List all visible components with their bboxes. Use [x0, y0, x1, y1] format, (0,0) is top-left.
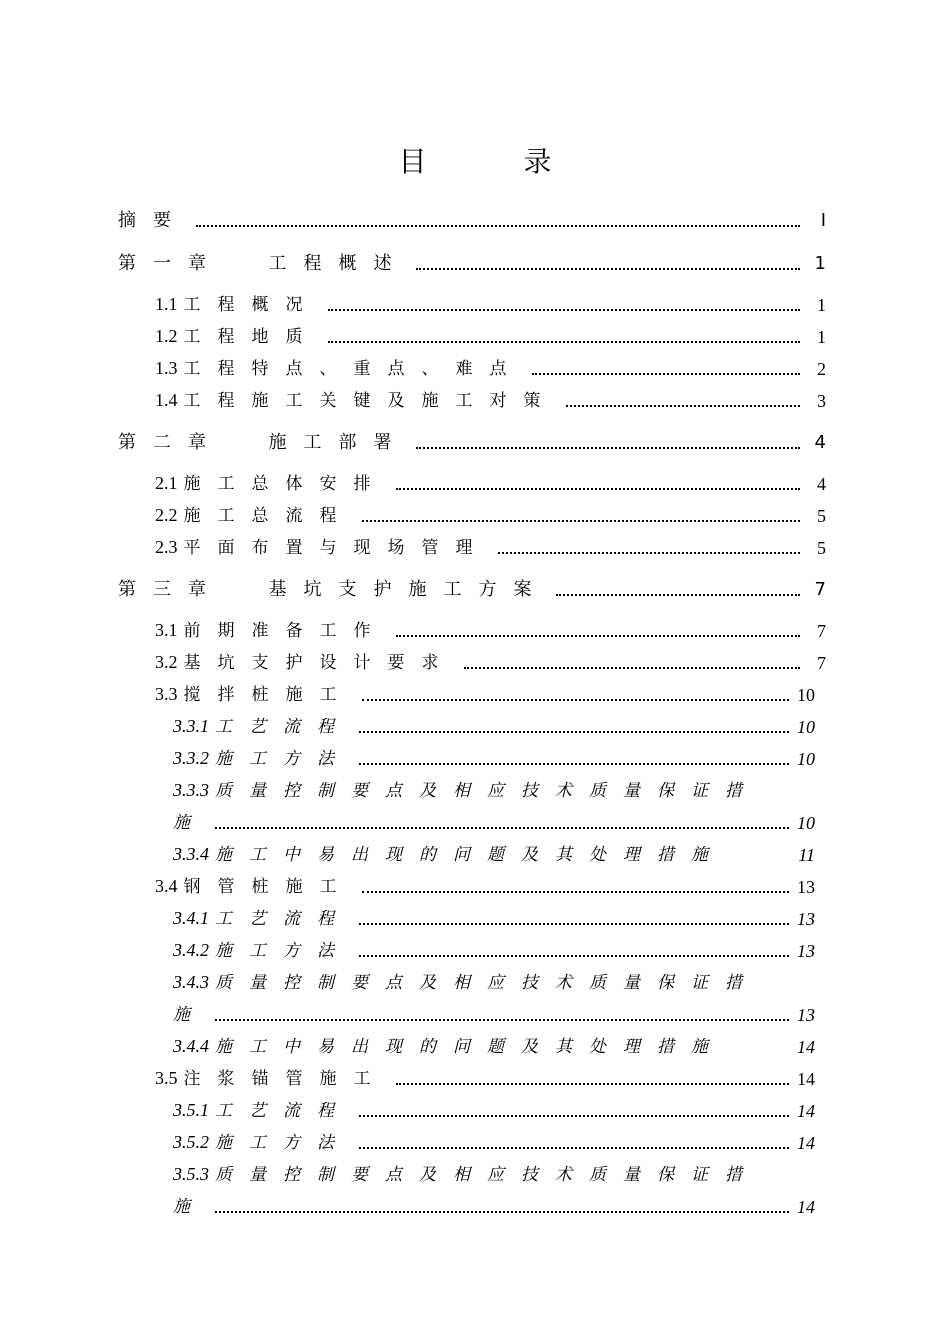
toc-entry-number: 1.2 [155, 326, 178, 346]
toc-entry[interactable] [173, 936, 815, 962]
toc-entry-text: 工程特点、重点、难点 [183, 359, 524, 379]
leader-dots [464, 667, 801, 669]
toc-entry-text: 施工总体安排 [183, 474, 388, 494]
leader-dots [215, 1211, 789, 1213]
toc-entry-number: 3.4 [155, 876, 178, 896]
toc-entry-text: 工程概况 [183, 295, 320, 315]
toc-entry-number: 3.4.4 [173, 1036, 209, 1056]
toc-entry-number: 3.3 [155, 684, 178, 704]
toc-page-number: 14 [797, 1069, 815, 1089]
toc-entry[interactable] [173, 776, 815, 802]
toc-entry-text: 钢管桩施工 [183, 877, 354, 897]
toc-entry-number: 3.2 [155, 652, 178, 672]
toc-entry-number: 1.1 [155, 294, 178, 314]
leader-dots [359, 955, 789, 957]
leader-dots [556, 594, 800, 596]
toc-entry-text: 施 [173, 813, 207, 833]
toc-entry-text: 平面布置与现场管理 [183, 538, 490, 558]
toc-entry[interactable] [155, 616, 826, 642]
leader-dots [416, 447, 800, 449]
toc-page-number: 1 [814, 253, 826, 274]
toc-page-number: 14 [797, 1197, 815, 1217]
toc-entry-text: 第二章 施工部署 [118, 432, 409, 453]
toc-page-number: 13 [797, 909, 815, 929]
toc-entry-text: 第三章 基坑支护施工方案 [118, 579, 549, 600]
toc-entry[interactable] [118, 206, 826, 232]
leader-dots [359, 1115, 789, 1117]
leader-dots [416, 268, 800, 270]
leader-dots [359, 763, 789, 765]
toc-entry[interactable] [173, 712, 815, 738]
toc-entry-text: 工艺流程 [215, 909, 351, 929]
leader-dots [328, 309, 801, 311]
toc-page-number: 1 [817, 295, 826, 315]
toc-page-number: 14 [797, 1101, 815, 1121]
toc-entry-text: 施 [173, 1005, 207, 1025]
toc-entry[interactable] [173, 1160, 815, 1186]
toc-entry[interactable] [118, 428, 826, 454]
leader-dots [359, 1147, 789, 1149]
toc-page-number: 10 [797, 813, 815, 833]
toc-page-number: 13 [797, 877, 815, 897]
toc-entry[interactable] [155, 648, 826, 674]
leader-dots [215, 1019, 789, 1021]
leader-dots [396, 1083, 790, 1085]
toc-page-number: 4 [814, 432, 826, 453]
toc-entry-number: 3.4.3 [173, 972, 209, 992]
leader-dots [359, 923, 789, 925]
toc-entry[interactable] [173, 1032, 815, 1058]
toc-entry-continuation[interactable] [173, 1000, 815, 1026]
toc-entry-number: 3.3.1 [173, 716, 209, 736]
leader-dots [359, 731, 789, 733]
toc-entry-text: 工艺流程 [215, 1101, 351, 1121]
toc-entry[interactable] [155, 501, 826, 527]
toc-entry[interactable] [155, 322, 826, 348]
toc-page-number: I [820, 210, 826, 231]
toc-entry-text: 摘要 [118, 210, 188, 231]
toc-entry[interactable] [173, 840, 815, 866]
leader-dots [498, 552, 801, 554]
toc-entry-text: 施工方法 [215, 749, 351, 769]
toc-entry-continuation[interactable] [173, 808, 815, 834]
toc-entry[interactable] [155, 386, 826, 412]
toc-page-number: 13 [797, 941, 815, 961]
toc-entry-number: 3.5.1 [173, 1100, 209, 1120]
toc-entry-text: 第一章 工程概述 [118, 253, 409, 274]
toc-entry[interactable] [173, 904, 815, 930]
toc-entry-text: 施工方法 [215, 941, 351, 961]
toc-entry-text: 施 [173, 1197, 207, 1217]
leader-dots [196, 225, 800, 227]
toc-entry-number: 3.5.2 [173, 1132, 209, 1152]
toc-entry-text: 工程地质 [183, 327, 320, 347]
toc-entry-number: 3.3.2 [173, 748, 209, 768]
toc-entry-text: 工艺流程 [215, 717, 351, 737]
toc-entry-number: 3.5 [155, 1068, 178, 1088]
toc-entry[interactable] [173, 744, 815, 770]
toc-entry-text: 基坑支护设计要求 [183, 653, 456, 673]
toc-page-number: 14 [797, 1037, 815, 1057]
toc-page-number: 2 [817, 359, 826, 379]
leader-dots [328, 341, 801, 343]
toc-page-number: 5 [817, 506, 826, 526]
toc-entry-number: 3.3.3 [173, 780, 209, 800]
toc-entry-text: 搅拌桩施工 [183, 685, 354, 705]
toc-page-number: 4 [817, 474, 826, 494]
toc-entry-text: 施工中易出现的问题及其处理措施 [215, 1037, 725, 1057]
toc-page-number: 10 [797, 749, 815, 769]
toc-entry-text: 注浆锚管施工 [183, 1069, 388, 1089]
toc-entry-number: 3.3.4 [173, 844, 209, 864]
toc-entry[interactable] [155, 680, 815, 706]
toc-page-number: 3 [817, 391, 826, 411]
toc-page-number: 7 [817, 621, 826, 641]
toc-entry[interactable] [173, 1128, 815, 1154]
toc-entry-text: 施工中易出现的问题及其处理措施 [215, 845, 725, 865]
toc-page-number: 5 [817, 538, 826, 558]
leader-dots [362, 891, 790, 893]
toc-entry-number: 2.2 [155, 505, 178, 525]
toc-page-number: 14 [797, 1133, 815, 1153]
leader-dots [566, 405, 801, 407]
toc-entry[interactable] [118, 575, 826, 601]
toc-entry[interactable] [155, 872, 815, 898]
toc-page-number: 7 [817, 653, 826, 673]
toc-page-number: 1 [817, 327, 826, 347]
toc-entry-text: 质量控制要点及相应技术质量保证措 [215, 973, 759, 993]
toc-entry-number: 2.3 [155, 537, 178, 557]
toc-entry-number: 3.4.1 [173, 908, 209, 928]
toc-entry[interactable] [155, 354, 826, 380]
toc-entry-text: 质量控制要点及相应技术质量保证措 [215, 781, 759, 801]
toc-entry-number: 3.4.2 [173, 940, 209, 960]
leader-dots [215, 827, 789, 829]
toc-entry[interactable] [118, 249, 826, 275]
leader-dots [396, 488, 801, 490]
toc-entry-text: 前期准备工作 [183, 621, 388, 641]
toc-entry-number: 1.4 [155, 390, 178, 410]
toc-entry-text: 施工方法 [215, 1133, 351, 1153]
toc-entry[interactable] [155, 290, 826, 316]
page-title: 目 录 [398, 145, 596, 178]
toc-entry-number: 3.5.3 [173, 1164, 209, 1184]
toc-page-number: 10 [797, 685, 815, 705]
toc-entry[interactable] [155, 469, 826, 495]
toc-entry-continuation[interactable] [173, 1192, 815, 1218]
toc-entry[interactable] [173, 968, 815, 994]
leader-dots [532, 373, 801, 375]
toc-entry-text: 工程施工关键及施工对策 [183, 391, 558, 411]
toc-page-number: 10 [797, 717, 815, 737]
toc-entry-text: 质量控制要点及相应技术质量保证措 [215, 1165, 759, 1185]
toc-entry-text: 施工总流程 [183, 506, 354, 526]
toc-entry[interactable] [173, 1096, 815, 1122]
leader-dots [362, 520, 801, 522]
toc-entry[interactable] [155, 1064, 815, 1090]
leader-dots [362, 699, 790, 701]
toc-page-number: 13 [797, 1005, 815, 1025]
toc-entry[interactable] [155, 533, 826, 559]
leader-dots [396, 635, 801, 637]
toc-entry-number: 3.1 [155, 620, 178, 640]
toc-page-number: 7 [814, 579, 826, 600]
toc-entry-number: 1.3 [155, 358, 178, 378]
toc-entry-number: 2.1 [155, 473, 178, 493]
toc-page-number: 11 [798, 845, 815, 865]
